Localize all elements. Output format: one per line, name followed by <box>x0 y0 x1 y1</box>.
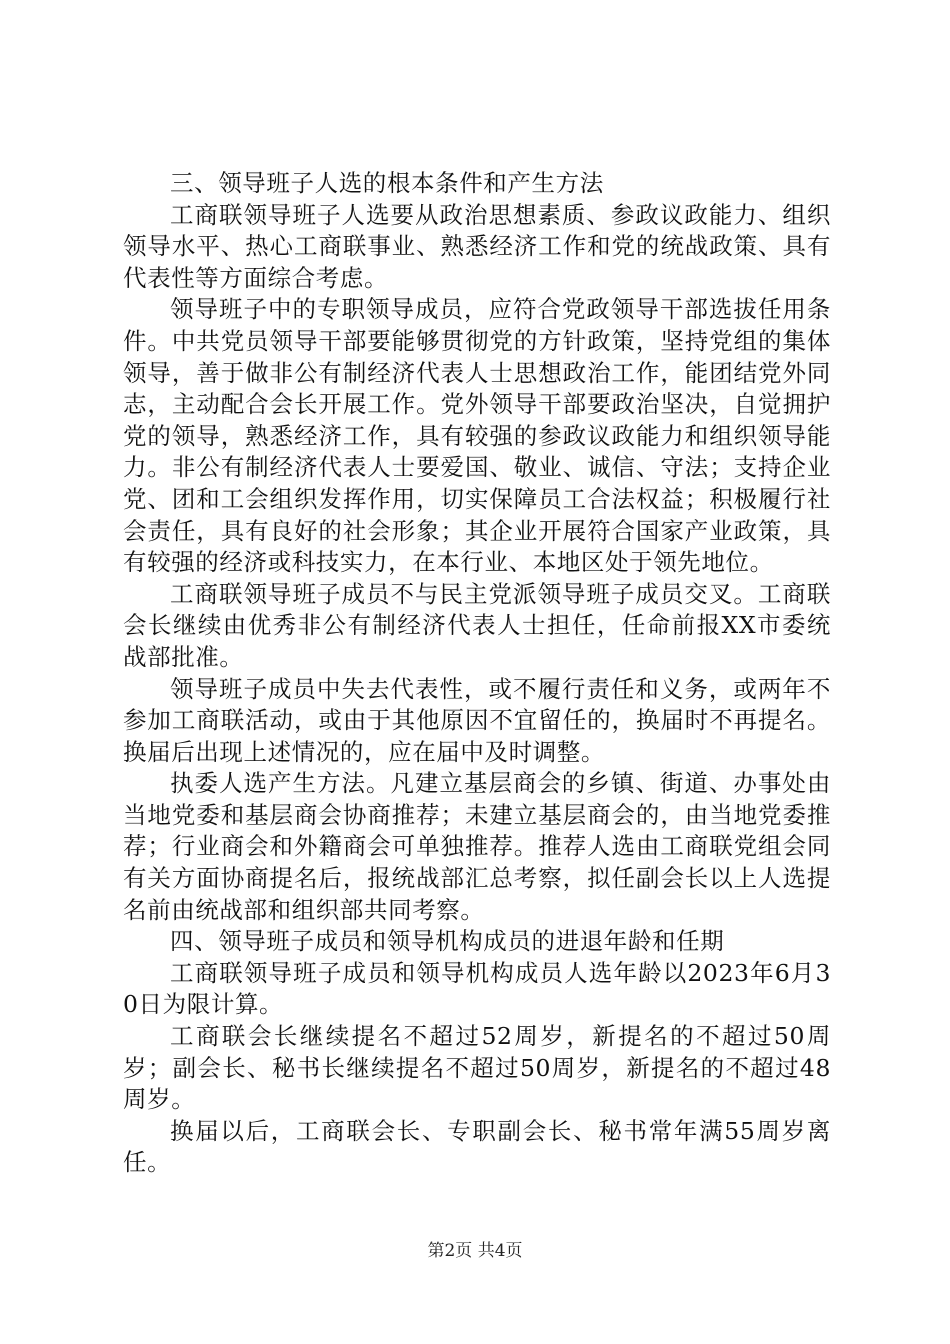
paragraph: 换届以后，工商联会长、专职副会长、秘书常年满55周岁离任。 <box>123 1116 831 1177</box>
paragraph: 领导班子中的专职领导成员，应符合党政领导干部选拔任用条件。中共党员领导干部要能够贯彻党的方针政策，坚持党组的集体领导，善于做非公有制经济代表人士思想政治工作，能团结党外同志，主动配合会长开展工作。党外领导干部要政治坚决，自觉拥护党的领导，熟悉经济工作，具有较强的参政议政能力和组织领导能力。非公有制经济代表人士要爱国、敬业、诚信、守法；支持企业党、团和工会组织发挥作用，切实保障员工合法权益；积极履行社会责任，具有良好的社会形象；其企业开展符合国家产业政策，具有较强的经济或科技实力，在本行业、本地区处于领先地位。 <box>123 295 831 577</box>
section-heading-3: 三、领导班子人选的根本条件和产生方法 <box>170 169 604 197</box>
section-heading-4: 四、领导班子成员和领导机构成员的进退年龄和任期 <box>170 927 725 956</box>
document-body <box>123 168 831 1179</box>
paragraph: 工商联领导班子成员不与民主党派领导班子成员交叉。工商联会长继续由优秀非公有制经济代表人士担任，任命前报XX市委统战部批准。 <box>123 579 831 671</box>
paragraph: 执委人选产生方法。凡建立基层商会的乡镇、街道、办事处由当地党委和基层商会协商推荐；未建立基层商会的，由当地党委推荐；行业商会和外籍商会可单独推荐。推荐人选由工商联党组会同有关方面协商提名后，报统战部汇总考察，拟任副会长以上人选提名前由统战部和组织部共同考察。 <box>123 769 831 924</box>
page-number-footer: 第2页 共4页 <box>427 1241 523 1261</box>
paragraph: 工商联会长继续提名不超过52周岁，新提名的不超过50周岁；副会长、秘书长继续提名不超过50周岁，新提名的不超过48周岁。 <box>123 1022 831 1114</box>
paragraph: 工商联领导班子成员和领导机构成员人选年龄以2023年6月30日为限计算。 <box>123 958 831 1019</box>
paragraph: 领导班子成员中失去代表性，或不履行责任和义务，或两年不参加工商联活动，或由于其他原因不宜留任的，换届时不再提名。换届后出现上述情况的，应在届中及时调整。 <box>123 674 831 766</box>
paragraph: 工商联领导班子人选要从政治思想素质、参政议政能力、组织领导水平、热心工商联事业、熟悉经济工作和党的统战政策、具有代表性等方面综合考虑。 <box>123 200 831 292</box>
